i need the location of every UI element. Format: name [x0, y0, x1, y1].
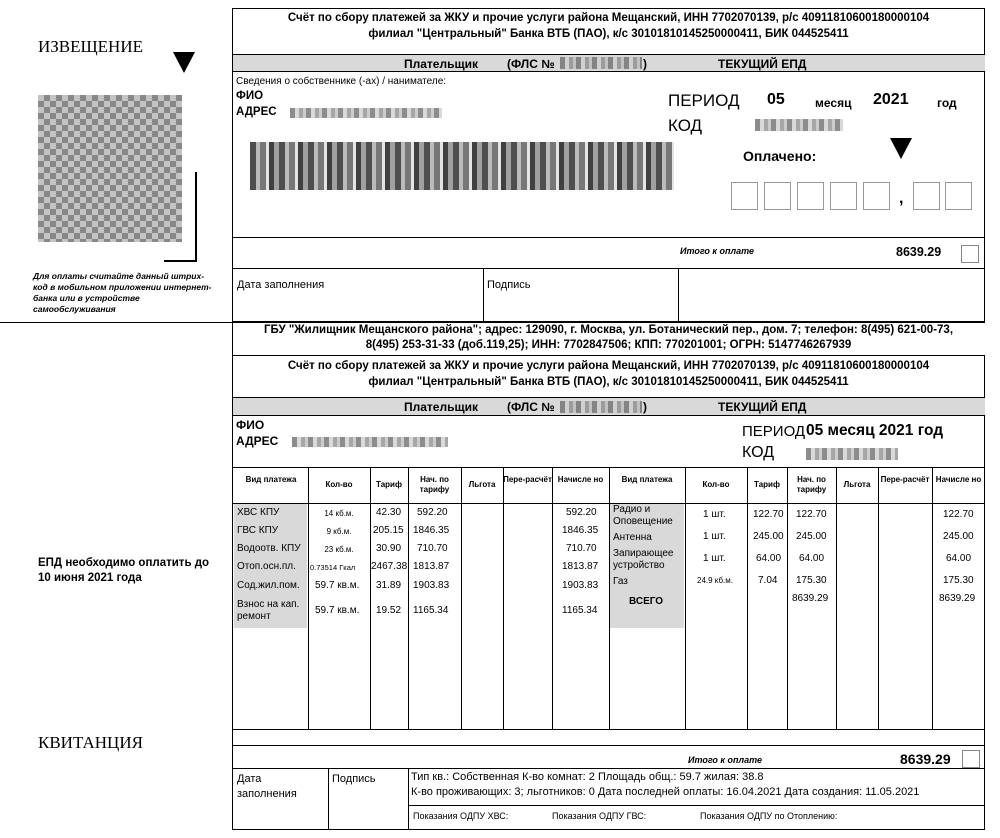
info-line-1: Тип кв.: Собственная К-во комнат: 2 Площадь общ.: 59.7 жилая: 38.8	[411, 771, 764, 783]
account-line-1: Счёт по сбору платежей за ЖКУ и прочие услуги района Мещанский, ИНН 7702070139, р/с 40911810600180000104	[287, 12, 930, 24]
payer-label: Плательщик	[404, 400, 478, 414]
address-label: АДРЕС	[236, 434, 279, 448]
notice-title: ИЗВЕЩЕНИЕ	[38, 37, 143, 56]
info-line-2: К-во проживающих: 3; льготников: 0 Дата последней оплаты: 16.04.2021 Дата создания: 11.05.2021	[411, 786, 920, 798]
triangle-down-icon	[890, 138, 912, 159]
col-header-lgota: Льгота	[843, 480, 871, 489]
col-header-nach: Нач. по тарифу	[796, 475, 827, 494]
total-value: 8639.29	[900, 751, 951, 767]
date-label: Дата	[237, 773, 262, 785]
col-header-tariff: Тариф	[754, 480, 780, 489]
fls-prefix: (ФЛС №	[507, 400, 555, 414]
total-check-box[interactable]	[961, 245, 979, 263]
qr-corner-mark	[195, 172, 197, 262]
sign-label: Подпись	[487, 279, 531, 291]
paid-label: Оплачено:	[743, 148, 817, 164]
qr-hint: Для оплаты считайте данный штрих-код в мобильном приложении интернет-банка или в устройстве самообслуживания	[33, 271, 212, 314]
year-word: год	[937, 96, 957, 110]
fls-suffix: )	[643, 57, 647, 71]
address-redacted	[292, 437, 448, 447]
code-redacted	[755, 119, 843, 131]
odpu-heat: Показания ОДПУ по Отоплению:	[700, 811, 838, 821]
fio-label: ФИО	[236, 90, 264, 102]
col-header-total: Начисле но	[557, 475, 604, 484]
col-header-name: Вид платежа	[621, 475, 673, 484]
period-label: ПЕРИОД	[668, 91, 740, 110]
col-header-qty: Кол-во	[325, 480, 353, 489]
triangle-down-icon	[173, 52, 195, 73]
pay-by-note: ЕПД необходимо оплатить до 10 июня 2021 года	[38, 557, 210, 584]
period-month: 05	[767, 91, 785, 108]
address-redacted	[290, 108, 442, 118]
date-label: Дата заполнения	[237, 279, 325, 291]
paid-digit-box[interactable]	[731, 182, 758, 210]
odpu-gvs: Показания ОДПУ ГВС:	[552, 811, 647, 821]
col-header-total: Начисле но	[935, 475, 982, 484]
account-line-2: филиал "Центральный" Банка ВТБ (ПАО), к/с 30101810145250000411, БИК 044525411	[368, 376, 849, 388]
code-label: КОД	[668, 116, 703, 135]
address-label: АДРЕС	[236, 106, 277, 118]
col-header-nach: Нач. по тарифу	[419, 475, 450, 494]
account-line-2: филиал "Центральный" Банка ВТБ (ПАО), к/с 30101810145250000411, БИК 044525411	[368, 28, 849, 40]
col-header-qty: Кол-во	[702, 480, 730, 489]
account-line-1: Счёт по сбору платежей за ЖКУ и прочие услуги района Мещанский, ИНН 7702070139, р/с 40911810600180000104	[287, 360, 930, 372]
total-label: Итого к оплате	[680, 246, 754, 256]
paid-kopeck-box[interactable]	[913, 182, 940, 210]
total-value: 8639.29	[896, 245, 942, 259]
odpu-hvs: Показания ОДПУ ХВС:	[413, 811, 509, 821]
fls-suffix: )	[643, 400, 647, 414]
org-line-2: 8(495) 253-31-33 (доб.119,25); ИНН: 7702847506; КПП: 770201001; ОГРН: 5147746267939	[365, 339, 852, 351]
owner-info-label: Сведения о собственнике (-ах) / нанимателе:	[236, 76, 447, 87]
paid-comma: ,	[899, 190, 904, 207]
col-header-tariff: Тариф	[376, 480, 402, 489]
grand-total-nach: 8639.29	[792, 593, 829, 604]
paid-digit-box[interactable]	[797, 182, 824, 210]
barcode	[250, 142, 674, 190]
qr-code	[38, 95, 182, 242]
payer-label: Плательщик	[404, 57, 478, 71]
code-label: КОД	[742, 444, 775, 461]
epd-label: ТЕКУЩИЙ ЕПД	[718, 400, 807, 414]
grand-total-label: ВСЕГО	[629, 596, 664, 607]
period-year: 2021	[873, 91, 909, 108]
sign-label: Подпись	[332, 773, 376, 785]
date-label-2: заполнения	[237, 788, 297, 800]
fls-prefix: (ФЛС №	[507, 57, 555, 71]
total-check-box[interactable]	[962, 750, 980, 768]
code-redacted	[806, 448, 898, 460]
paid-digit-box[interactable]	[830, 182, 857, 210]
paid-digit-box[interactable]	[863, 182, 890, 210]
col-header-lgota: Льгота	[468, 480, 496, 489]
col-header-recalc: Пере-расчёт	[880, 475, 930, 484]
paid-digit-box[interactable]	[764, 182, 791, 210]
col-header-recalc: Пере-расчёт	[503, 475, 552, 484]
fls-number-redacted	[560, 401, 642, 413]
total-label: Итого к оплате	[688, 755, 762, 765]
section-divider	[0, 322, 985, 323]
paid-kopeck-box[interactable]	[945, 182, 972, 210]
month-word: месяц	[815, 96, 852, 110]
fls-number-redacted	[560, 57, 642, 69]
receipt-title: КВИТАНЦИЯ	[38, 733, 143, 752]
period-label: ПЕРИОД	[742, 423, 806, 440]
org-line-1: ГБУ "Жилищник Мещанского района"; адрес: 129090, г. Москва, ул. Ботанический пер., дом. 7; телефон: 8(495) 621-00-73,	[263, 324, 954, 336]
epd-label: ТЕКУЩИЙ ЕПД	[718, 57, 807, 71]
col-header-name: Вид платежа	[245, 475, 297, 484]
fio-label: ФИО	[236, 418, 265, 432]
grand-total-value: 8639.29	[939, 593, 976, 604]
period-value: 05 месяц 2021 год	[806, 422, 944, 439]
